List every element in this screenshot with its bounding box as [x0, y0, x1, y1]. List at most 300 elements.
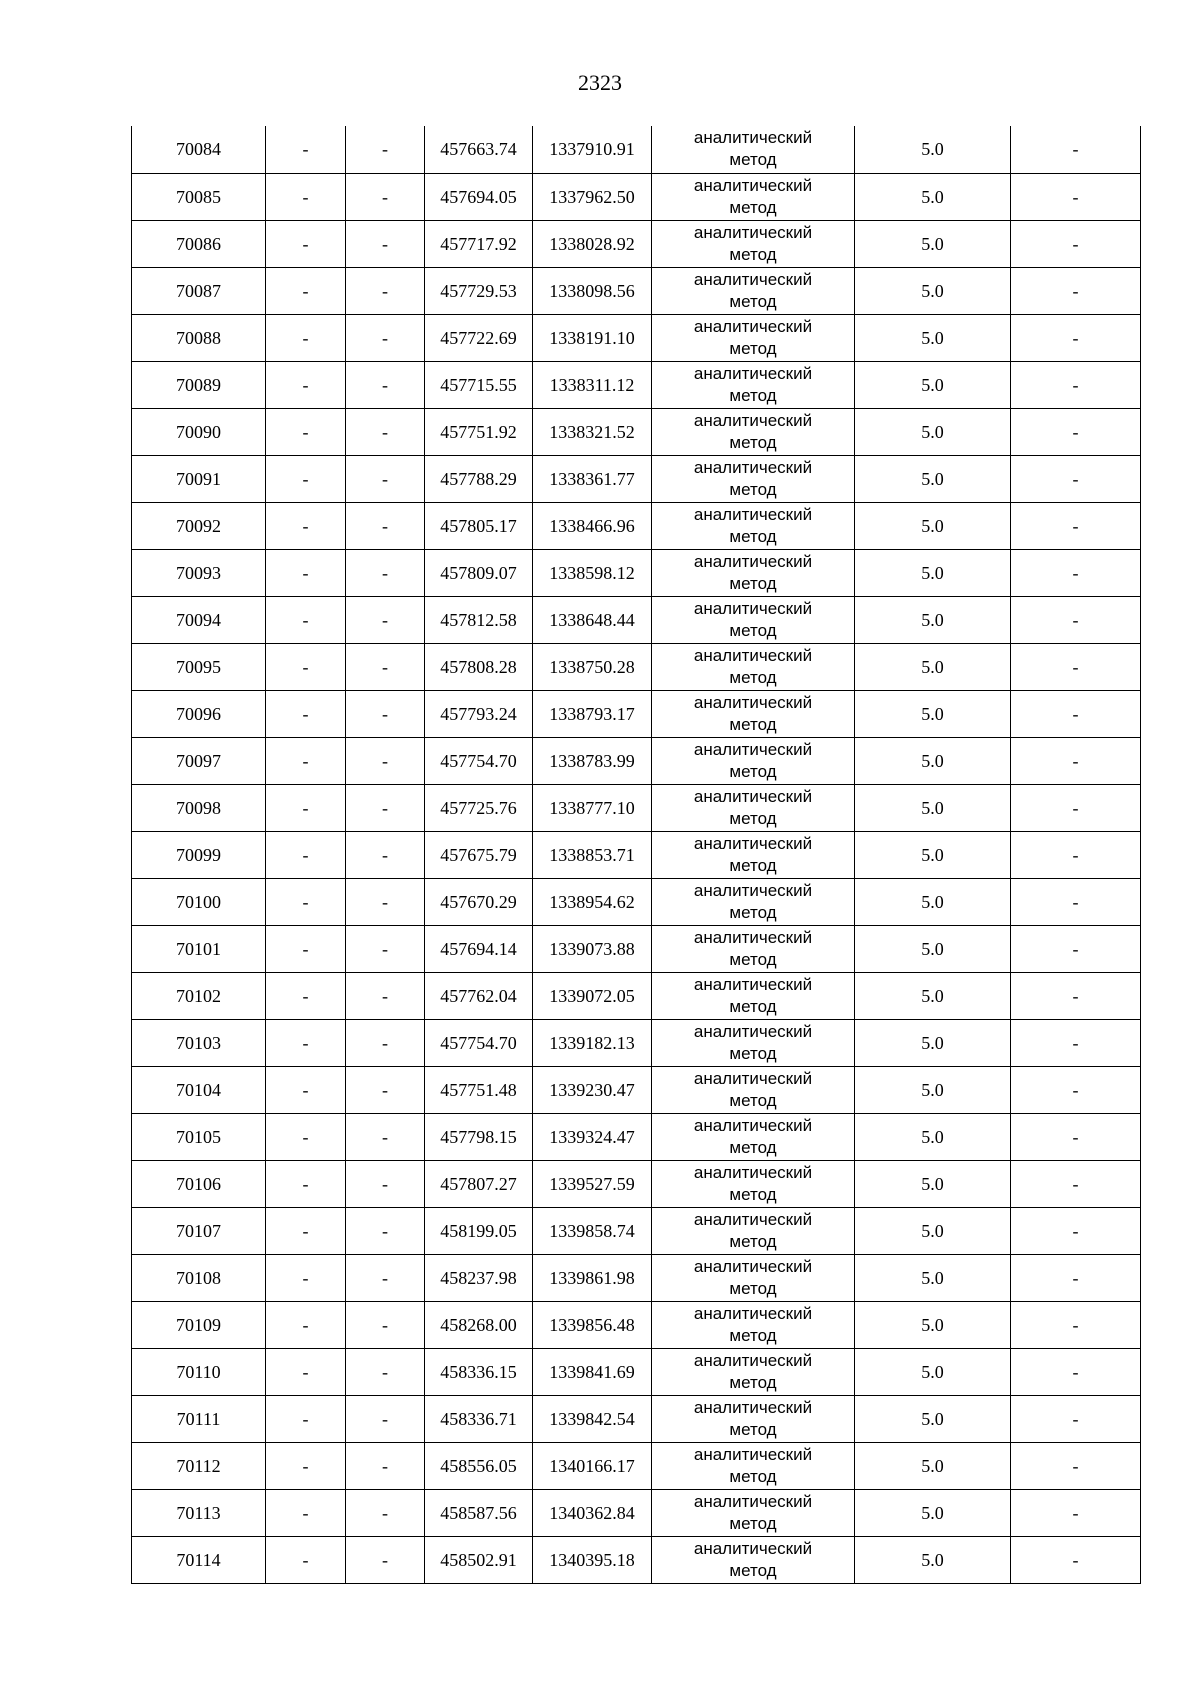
- column-8-cell: -: [1011, 1301, 1141, 1348]
- table-row: [132, 361, 1141, 408]
- x-coordinate-cell: 458268.00: [425, 1301, 533, 1348]
- table-row: [132, 1395, 1141, 1442]
- x-coordinate-cell: 457762.04: [425, 972, 533, 1019]
- column-8-cell: -: [1011, 361, 1141, 408]
- point-number-cell: 70106: [132, 1160, 266, 1207]
- accuracy-cell: 5.0: [855, 408, 1011, 455]
- table-row: [132, 784, 1141, 831]
- method-line-2: метод: [729, 620, 777, 640]
- x-coordinate-cell: 457808.28: [425, 643, 533, 690]
- x-coordinate-cell: 458237.98: [425, 1254, 533, 1301]
- y-coordinate-cell: 1338793.17: [533, 690, 652, 737]
- column-3-cell: -: [346, 220, 425, 267]
- accuracy-cell: 5.0: [855, 643, 1011, 690]
- column-3-cell: -: [346, 1160, 425, 1207]
- method-line-1: аналитический: [693, 316, 813, 336]
- y-coordinate-cell: 1338028.92: [533, 220, 652, 267]
- table-row: [132, 408, 1141, 455]
- coordinates-table: [131, 126, 1141, 1584]
- x-coordinate-cell: 457812.58: [425, 596, 533, 643]
- column-2-cell: -: [266, 784, 346, 831]
- column-2-cell: -: [266, 1536, 346, 1583]
- column-8-cell: -: [1011, 878, 1141, 925]
- point-number-cell: 70086: [132, 220, 266, 267]
- x-coordinate-cell: 457694.14: [425, 925, 533, 972]
- accuracy-cell: 5.0: [855, 596, 1011, 643]
- y-coordinate-cell: 1339856.48: [533, 1301, 652, 1348]
- column-8-cell: -: [1011, 1207, 1141, 1254]
- method-line-2: метод: [729, 1466, 777, 1486]
- accuracy-cell: 5.0: [855, 314, 1011, 361]
- column-2-cell: -: [266, 455, 346, 502]
- accuracy-cell: 5.0: [855, 173, 1011, 220]
- x-coordinate-cell: 457788.29: [425, 455, 533, 502]
- column-8-cell: -: [1011, 1442, 1141, 1489]
- column-2-cell: -: [266, 1442, 346, 1489]
- x-coordinate-cell: 458336.15: [425, 1348, 533, 1395]
- column-3-cell: -: [346, 549, 425, 596]
- x-coordinate-cell: 457670.29: [425, 878, 533, 925]
- method-line-2: метод: [729, 714, 777, 734]
- table-row: [132, 1254, 1141, 1301]
- method-cell: [652, 1348, 855, 1395]
- method-line-2: метод: [729, 1090, 777, 1110]
- table-row: [132, 1160, 1141, 1207]
- point-number-cell: 70101: [132, 925, 266, 972]
- method-line-1: аналитический: [693, 786, 813, 806]
- column-3-cell: -: [346, 1254, 425, 1301]
- column-3-cell: -: [346, 173, 425, 220]
- column-3-cell: -: [346, 1536, 425, 1583]
- method-line-1: аналитический: [693, 1115, 813, 1135]
- method-line-2: метод: [729, 1184, 777, 1204]
- table-row: [132, 643, 1141, 690]
- method-cell: [652, 1536, 855, 1583]
- accuracy-cell: 5.0: [855, 1066, 1011, 1113]
- point-number-cell: 70089: [132, 361, 266, 408]
- method-line-2: метод: [729, 1137, 777, 1157]
- method-line-2: метод: [729, 1325, 777, 1345]
- column-3-cell: -: [346, 878, 425, 925]
- column-8-cell: -: [1011, 549, 1141, 596]
- x-coordinate-cell: 457798.15: [425, 1113, 533, 1160]
- column-8-cell: -: [1011, 1536, 1141, 1583]
- accuracy-cell: 5.0: [855, 690, 1011, 737]
- column-2-cell: -: [266, 502, 346, 549]
- method-line-2: метод: [729, 949, 777, 969]
- y-coordinate-cell: 1337910.91: [533, 126, 652, 173]
- y-coordinate-cell: 1339230.47: [533, 1066, 652, 1113]
- point-number-cell: 70107: [132, 1207, 266, 1254]
- x-coordinate-cell: 458199.05: [425, 1207, 533, 1254]
- method-line-2: метод: [729, 855, 777, 875]
- point-number-cell: 70105: [132, 1113, 266, 1160]
- y-coordinate-cell: 1339072.05: [533, 972, 652, 1019]
- x-coordinate-cell: 457729.53: [425, 267, 533, 314]
- accuracy-cell: 5.0: [855, 1536, 1011, 1583]
- table-row: [132, 1207, 1141, 1254]
- column-2-cell: -: [266, 596, 346, 643]
- column-2-cell: -: [266, 737, 346, 784]
- accuracy-cell: 5.0: [855, 972, 1011, 1019]
- accuracy-cell: 5.0: [855, 1442, 1011, 1489]
- method-line-1: аналитический: [693, 1444, 813, 1464]
- method-line-2: метод: [729, 385, 777, 405]
- point-number-cell: 70112: [132, 1442, 266, 1489]
- method-line-1: аналитический: [693, 175, 813, 195]
- accuracy-cell: 5.0: [855, 831, 1011, 878]
- column-8-cell: -: [1011, 784, 1141, 831]
- column-2-cell: -: [266, 1348, 346, 1395]
- method-line-2: метод: [729, 1513, 777, 1533]
- page-number: 2323: [578, 70, 622, 95]
- method-line-1: аналитический: [693, 269, 813, 289]
- column-3-cell: -: [346, 925, 425, 972]
- column-8-cell: -: [1011, 502, 1141, 549]
- method-cell: [652, 314, 855, 361]
- y-coordinate-cell: 1337962.50: [533, 173, 652, 220]
- method-line-2: метод: [729, 902, 777, 922]
- method-line-1: аналитический: [693, 1209, 813, 1229]
- method-cell: [652, 690, 855, 737]
- column-3-cell: -: [346, 784, 425, 831]
- method-cell: [652, 126, 855, 173]
- column-3-cell: -: [346, 831, 425, 878]
- column-8-cell: -: [1011, 173, 1141, 220]
- point-number-cell: 70094: [132, 596, 266, 643]
- accuracy-cell: 5.0: [855, 220, 1011, 267]
- column-3-cell: -: [346, 1489, 425, 1536]
- table-row: [132, 972, 1141, 1019]
- accuracy-cell: 5.0: [855, 878, 1011, 925]
- accuracy-cell: 5.0: [855, 1254, 1011, 1301]
- method-line-1: аналитический: [693, 692, 813, 712]
- point-number-cell: 70113: [132, 1489, 266, 1536]
- table-row: [132, 126, 1141, 173]
- point-number-cell: 70098: [132, 784, 266, 831]
- method-cell: [652, 408, 855, 455]
- y-coordinate-cell: 1339861.98: [533, 1254, 652, 1301]
- column-8-cell: -: [1011, 690, 1141, 737]
- accuracy-cell: 5.0: [855, 361, 1011, 408]
- table-row: [132, 455, 1141, 502]
- table-row: [132, 596, 1141, 643]
- method-line-1: аналитический: [693, 880, 813, 900]
- table-row: [132, 502, 1141, 549]
- method-cell: [652, 972, 855, 1019]
- y-coordinate-cell: 1338098.56: [533, 267, 652, 314]
- table-row: [132, 549, 1141, 596]
- method-line-2: метод: [729, 526, 777, 546]
- table-row: [132, 1301, 1141, 1348]
- point-number-cell: 70092: [132, 502, 266, 549]
- column-8-cell: -: [1011, 1066, 1141, 1113]
- method-line-1: аналитический: [693, 1256, 813, 1276]
- method-line-1: аналитический: [693, 363, 813, 383]
- method-line-1: аналитический: [693, 1397, 813, 1417]
- method-line-1: аналитический: [693, 739, 813, 759]
- y-coordinate-cell: 1338783.99: [533, 737, 652, 784]
- x-coordinate-cell: 457675.79: [425, 831, 533, 878]
- y-coordinate-cell: 1339858.74: [533, 1207, 652, 1254]
- method-line-2: метод: [729, 808, 777, 828]
- method-line-1: аналитический: [693, 128, 813, 148]
- y-coordinate-cell: 1340166.17: [533, 1442, 652, 1489]
- method-cell: [652, 361, 855, 408]
- column-2-cell: -: [266, 1113, 346, 1160]
- column-8-cell: -: [1011, 1395, 1141, 1442]
- method-line-2: метод: [729, 1419, 777, 1439]
- column-8-cell: -: [1011, 408, 1141, 455]
- method-line-2: метод: [729, 150, 777, 170]
- method-line-2: метод: [729, 291, 777, 311]
- x-coordinate-cell: 457663.74: [425, 126, 533, 173]
- method-cell: [652, 878, 855, 925]
- column-3-cell: -: [346, 690, 425, 737]
- x-coordinate-cell: 457725.76: [425, 784, 533, 831]
- method-line-2: метод: [729, 432, 777, 452]
- column-8-cell: -: [1011, 1348, 1141, 1395]
- method-cell: [652, 784, 855, 831]
- point-number-cell: 70102: [132, 972, 266, 1019]
- method-line-1: аналитический: [693, 1491, 813, 1511]
- table-row: [132, 1066, 1141, 1113]
- column-3-cell: -: [346, 126, 425, 173]
- column-8-cell: -: [1011, 1489, 1141, 1536]
- column-8-cell: -: [1011, 1113, 1141, 1160]
- accuracy-cell: 5.0: [855, 1113, 1011, 1160]
- table-row: [132, 925, 1141, 972]
- column-3-cell: -: [346, 1301, 425, 1348]
- accuracy-cell: 5.0: [855, 1489, 1011, 1536]
- method-line-1: аналитический: [693, 645, 813, 665]
- x-coordinate-cell: 457754.70: [425, 737, 533, 784]
- column-3-cell: -: [346, 267, 425, 314]
- column-8-cell: -: [1011, 455, 1141, 502]
- table-row: [132, 831, 1141, 878]
- method-cell: [652, 1207, 855, 1254]
- accuracy-cell: 5.0: [855, 737, 1011, 784]
- column-3-cell: -: [346, 1066, 425, 1113]
- x-coordinate-cell: 457754.70: [425, 1019, 533, 1066]
- x-coordinate-cell: 458502.91: [425, 1536, 533, 1583]
- column-2-cell: -: [266, 925, 346, 972]
- column-2-cell: -: [266, 878, 346, 925]
- method-line-1: аналитический: [693, 222, 813, 242]
- column-3-cell: -: [346, 1442, 425, 1489]
- method-line-1: аналитический: [693, 457, 813, 477]
- table-row: [132, 1536, 1141, 1583]
- x-coordinate-cell: 457694.05: [425, 173, 533, 220]
- column-2-cell: -: [266, 831, 346, 878]
- column-2-cell: -: [266, 1489, 346, 1536]
- table-row: [132, 1348, 1141, 1395]
- point-number-cell: 70090: [132, 408, 266, 455]
- y-coordinate-cell: 1338648.44: [533, 596, 652, 643]
- method-line-1: аналитический: [693, 1162, 813, 1182]
- x-coordinate-cell: 457722.69: [425, 314, 533, 361]
- table-body: [132, 126, 1141, 1583]
- table-row: [132, 690, 1141, 737]
- y-coordinate-cell: 1339842.54: [533, 1395, 652, 1442]
- point-number-cell: 70111: [132, 1395, 266, 1442]
- table-row: [132, 878, 1141, 925]
- column-8-cell: -: [1011, 1019, 1141, 1066]
- column-3-cell: -: [346, 643, 425, 690]
- method-cell: [652, 1442, 855, 1489]
- x-coordinate-cell: 457717.92: [425, 220, 533, 267]
- column-3-cell: -: [346, 972, 425, 1019]
- table-row: [132, 267, 1141, 314]
- point-number-cell: 70109: [132, 1301, 266, 1348]
- point-number-cell: 70103: [132, 1019, 266, 1066]
- column-2-cell: -: [266, 1254, 346, 1301]
- column-3-cell: -: [346, 361, 425, 408]
- column-3-cell: -: [346, 1207, 425, 1254]
- column-8-cell: -: [1011, 972, 1141, 1019]
- point-number-cell: 70091: [132, 455, 266, 502]
- y-coordinate-cell: 1339182.13: [533, 1019, 652, 1066]
- column-3-cell: -: [346, 455, 425, 502]
- accuracy-cell: 5.0: [855, 925, 1011, 972]
- method-line-1: аналитический: [693, 410, 813, 430]
- accuracy-cell: 5.0: [855, 455, 1011, 502]
- y-coordinate-cell: 1338750.28: [533, 643, 652, 690]
- column-2-cell: -: [266, 1160, 346, 1207]
- point-number-cell: 70088: [132, 314, 266, 361]
- method-cell: [652, 1395, 855, 1442]
- column-2-cell: -: [266, 1019, 346, 1066]
- accuracy-cell: 5.0: [855, 126, 1011, 173]
- point-number-cell: 70085: [132, 173, 266, 220]
- column-2-cell: -: [266, 408, 346, 455]
- column-3-cell: -: [346, 596, 425, 643]
- method-cell: [652, 267, 855, 314]
- y-coordinate-cell: 1338466.96: [533, 502, 652, 549]
- method-cell: [652, 831, 855, 878]
- accuracy-cell: 5.0: [855, 1395, 1011, 1442]
- method-cell: [652, 1113, 855, 1160]
- x-coordinate-cell: 457809.07: [425, 549, 533, 596]
- column-8-cell: -: [1011, 737, 1141, 784]
- point-number-cell: 70095: [132, 643, 266, 690]
- method-line-2: метод: [729, 1560, 777, 1580]
- y-coordinate-cell: 1338321.52: [533, 408, 652, 455]
- method-line-2: метод: [729, 1231, 777, 1251]
- method-line-2: метод: [729, 197, 777, 217]
- column-2-cell: -: [266, 549, 346, 596]
- column-3-cell: -: [346, 502, 425, 549]
- method-cell: [652, 220, 855, 267]
- x-coordinate-cell: 457751.48: [425, 1066, 533, 1113]
- y-coordinate-cell: 1340395.18: [533, 1536, 652, 1583]
- method-cell: [652, 643, 855, 690]
- column-2-cell: -: [266, 1066, 346, 1113]
- method-line-2: метод: [729, 1043, 777, 1063]
- column-2-cell: -: [266, 220, 346, 267]
- column-3-cell: -: [346, 314, 425, 361]
- method-line-1: аналитический: [693, 598, 813, 618]
- point-number-cell: 70099: [132, 831, 266, 878]
- method-cell: [652, 1066, 855, 1113]
- x-coordinate-cell: 458587.56: [425, 1489, 533, 1536]
- method-line-2: метод: [729, 573, 777, 593]
- column-3-cell: -: [346, 1113, 425, 1160]
- table-row: [132, 1113, 1141, 1160]
- method-cell: [652, 925, 855, 972]
- table-row: [132, 737, 1141, 784]
- point-number-cell: 70097: [132, 737, 266, 784]
- accuracy-cell: 5.0: [855, 1348, 1011, 1395]
- table-row: [132, 1489, 1141, 1536]
- x-coordinate-cell: 457807.27: [425, 1160, 533, 1207]
- method-cell: [652, 1254, 855, 1301]
- column-2-cell: -: [266, 690, 346, 737]
- method-cell: [652, 549, 855, 596]
- y-coordinate-cell: 1338598.12: [533, 549, 652, 596]
- y-coordinate-cell: 1338954.62: [533, 878, 652, 925]
- point-number-cell: 70087: [132, 267, 266, 314]
- method-cell: [652, 1160, 855, 1207]
- column-8-cell: -: [1011, 643, 1141, 690]
- point-number-cell: 70084: [132, 126, 266, 173]
- point-number-cell: 70110: [132, 1348, 266, 1395]
- method-line-2: метод: [729, 761, 777, 781]
- method-line-1: аналитический: [693, 1068, 813, 1088]
- table-row: [132, 1019, 1141, 1066]
- column-3-cell: -: [346, 1395, 425, 1442]
- y-coordinate-cell: 1338311.12: [533, 361, 652, 408]
- y-coordinate-cell: 1338777.10: [533, 784, 652, 831]
- point-number-cell: 70093: [132, 549, 266, 596]
- column-2-cell: -: [266, 643, 346, 690]
- table-row: [132, 1442, 1141, 1489]
- x-coordinate-cell: 458336.71: [425, 1395, 533, 1442]
- method-line-2: метод: [729, 667, 777, 687]
- method-cell: [652, 502, 855, 549]
- table-row: [132, 173, 1141, 220]
- method-cell: [652, 737, 855, 784]
- x-coordinate-cell: 457751.92: [425, 408, 533, 455]
- y-coordinate-cell: 1339073.88: [533, 925, 652, 972]
- column-2-cell: -: [266, 173, 346, 220]
- point-number-cell: 70108: [132, 1254, 266, 1301]
- point-number-cell: 70096: [132, 690, 266, 737]
- column-3-cell: -: [346, 408, 425, 455]
- y-coordinate-cell: 1338191.10: [533, 314, 652, 361]
- point-number-cell: 70114: [132, 1536, 266, 1583]
- method-line-2: метод: [729, 996, 777, 1016]
- column-8-cell: -: [1011, 126, 1141, 173]
- column-2-cell: -: [266, 267, 346, 314]
- method-cell: [652, 173, 855, 220]
- column-2-cell: -: [266, 1395, 346, 1442]
- method-line-1: аналитический: [693, 1350, 813, 1370]
- method-cell: [652, 596, 855, 643]
- y-coordinate-cell: 1340362.84: [533, 1489, 652, 1536]
- method-line-1: аналитический: [693, 833, 813, 853]
- method-line-1: аналитический: [693, 927, 813, 947]
- method-line-1: аналитический: [693, 974, 813, 994]
- method-line-2: метод: [729, 1278, 777, 1298]
- column-8-cell: -: [1011, 596, 1141, 643]
- method-line-2: метод: [729, 1372, 777, 1392]
- accuracy-cell: 5.0: [855, 1207, 1011, 1254]
- accuracy-cell: 5.0: [855, 502, 1011, 549]
- column-8-cell: -: [1011, 1254, 1141, 1301]
- method-line-1: аналитический: [693, 551, 813, 571]
- y-coordinate-cell: 1338853.71: [533, 831, 652, 878]
